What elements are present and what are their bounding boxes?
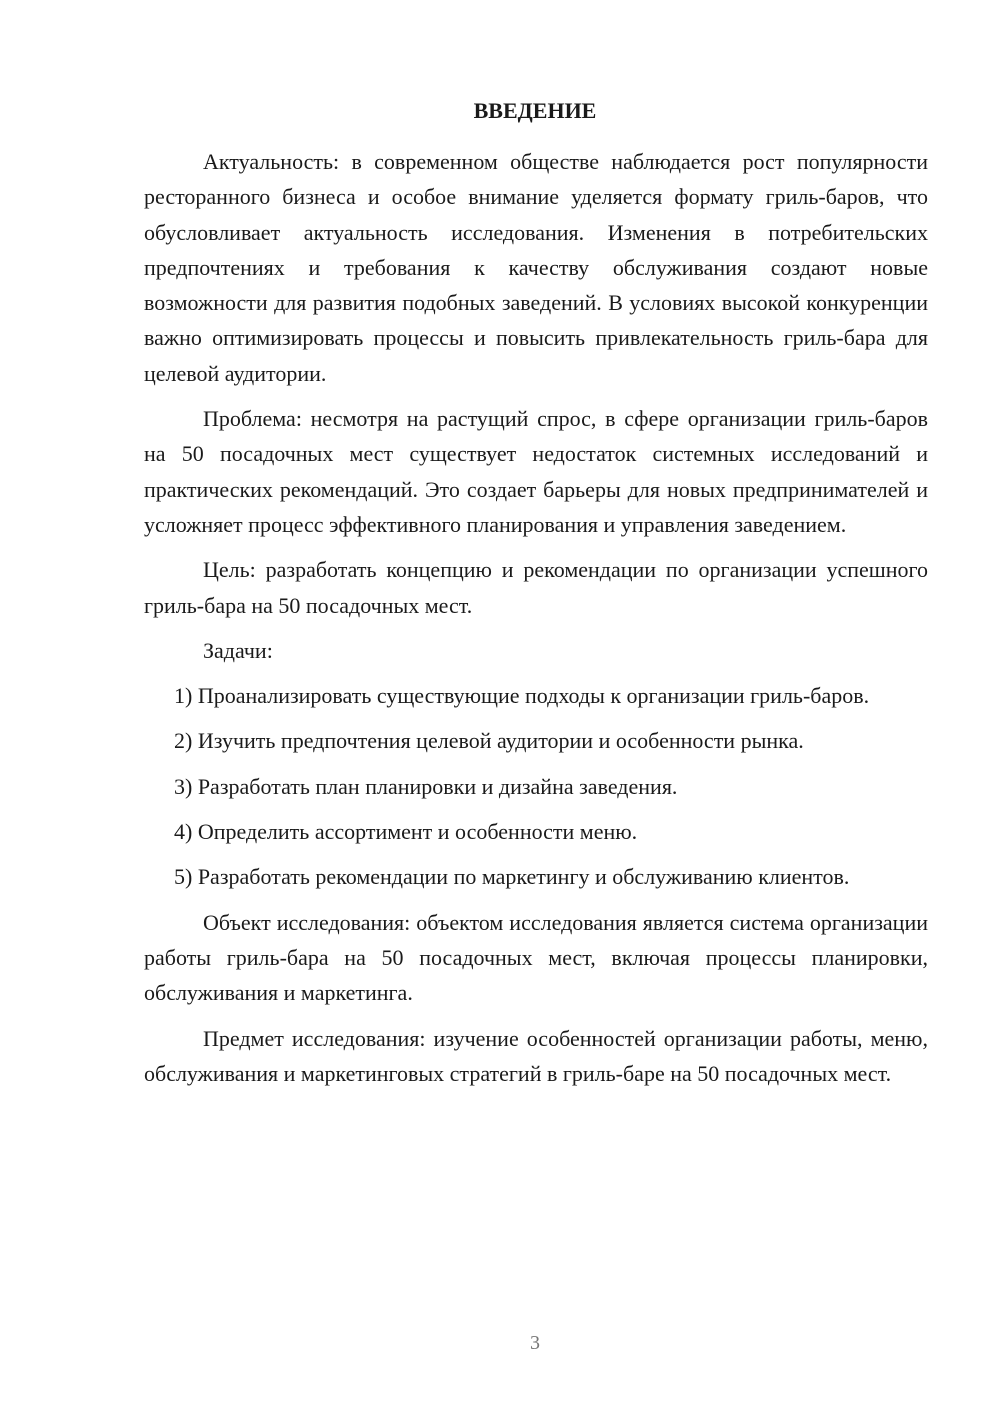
list-item: 2) Изучить предпочтения целевой аудитории и особенности рынка. <box>174 728 804 754</box>
list-item: 5) Разработать рекомендации по маркетингу и обслуживанию клиентов. <box>174 864 850 890</box>
relevance-paragraph: Актуальность: в современном обществе наблюдается рост популярности ресторанного бизнеса и особое внимание уделяется формату гриль-баров, что обусловливает актуальность исследования. Изменения в потребительских предпочтениях и требования к качеству обслуживания создают новые возможности для развития подобных заведений. В условиях высокой конкуренции важно оптимизировать процессы и повысить привлекательность гриль-бара для целевой аудитории. <box>144 149 928 386</box>
page-number: 3 <box>530 1332 540 1354</box>
object-paragraph: Объект исследования: объектом исследования является система организации работы гриль-бара на 50 посадочных мест, включая процессы планировки, обслуживания и маркетинга. <box>144 909 928 1006</box>
subject-paragraph: Предмет исследования: изучение особенностей организации работы, меню, обслуживания и маркетинговых стратегий в гриль-баре на 50 посадочных мест. <box>144 1025 928 1086</box>
goal-paragraph: Цель: разработать концепцию и рекомендации по организации успешного гриль-бара на 50 посадочных мест. <box>144 557 928 618</box>
problem-paragraph: Проблема: несмотря на растущий спрос, в сфере организации гриль-баров на 50 посадочных мест существует недостаток системных исследований и практических рекомендаций. Это создает барьеры для новых предпринимателей и усложняет процесс эффективного планирования и управления заведением. <box>144 406 928 537</box>
document-body <box>144 144 928 1091</box>
list-item: 3) Разработать план планировки и дизайна заведения. <box>174 773 678 799</box>
list-item: 4) Определить ассортимент и особенности меню. <box>174 819 638 845</box>
list-item: 1) Проанализировать существующие подходы к организации гриль-баров. <box>174 683 870 709</box>
page-title: ВВЕДЕНИЕ <box>473 98 597 123</box>
tasks-label: Задачи: <box>203 637 273 663</box>
